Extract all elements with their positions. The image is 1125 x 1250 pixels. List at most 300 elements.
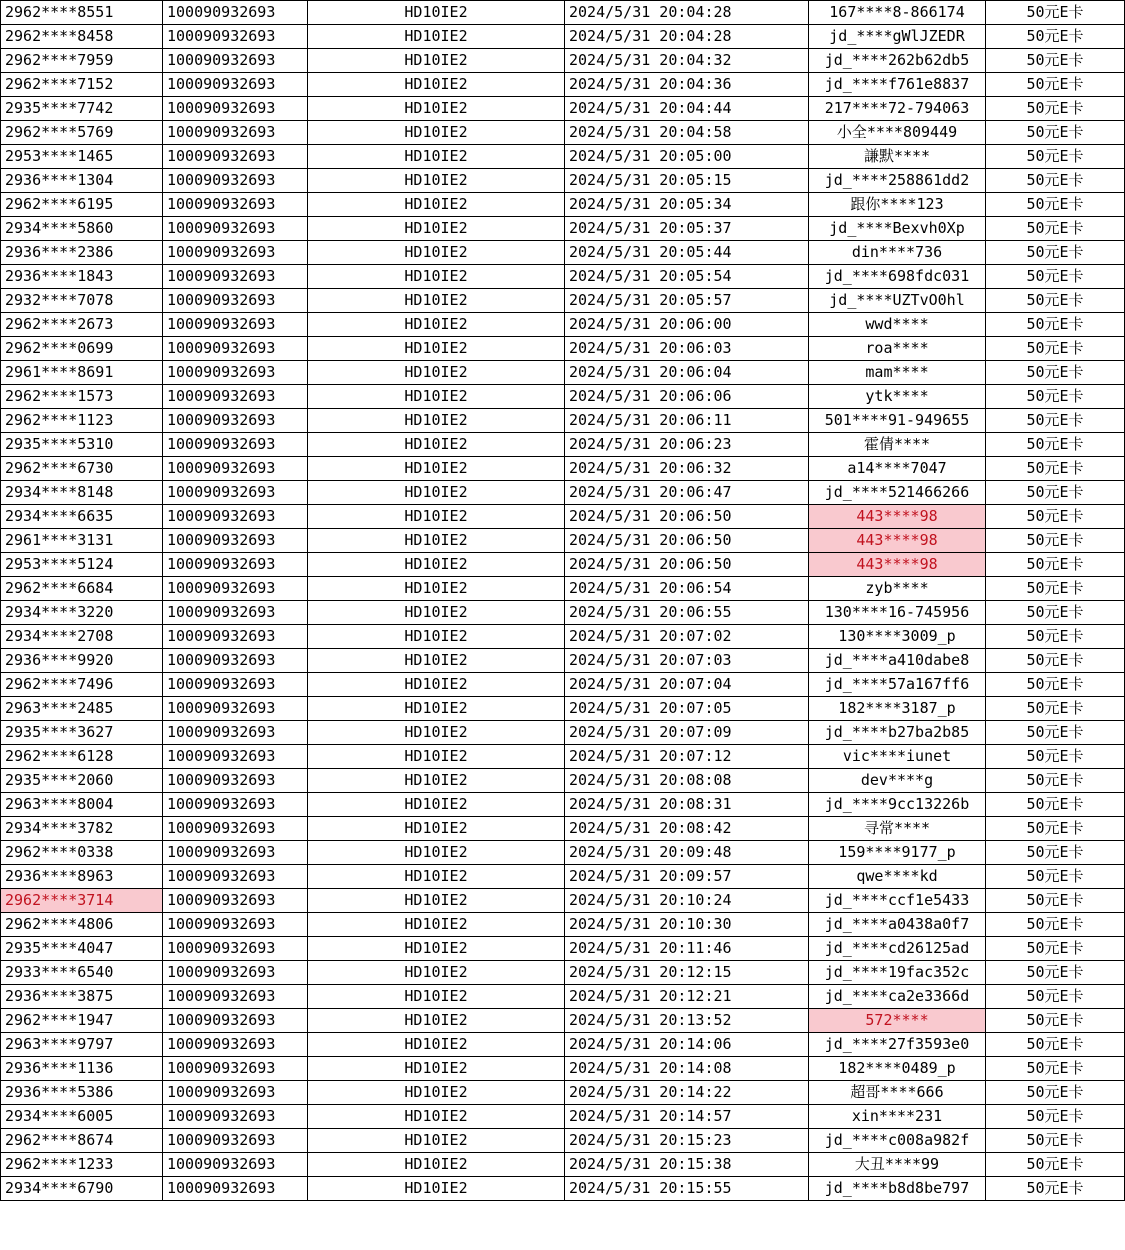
sku-cell: 100090932693 — [163, 25, 308, 49]
table-row — [1, 745, 1125, 769]
code-cell: HD10IE2 — [308, 721, 565, 745]
time-cell: 2024/5/31 20:06:03 — [565, 337, 809, 361]
user-cell: jd_****gWlJZEDR — [809, 25, 986, 49]
user-cell: xin****231 — [809, 1105, 986, 1129]
sku-cell: 100090932693 — [163, 889, 308, 913]
sku-cell: 100090932693 — [163, 49, 308, 73]
prize-cell: 50元E卡 — [986, 217, 1125, 241]
user-cell: jd_****c008a982f — [809, 1129, 986, 1153]
code-cell: HD10IE2 — [308, 505, 565, 529]
account-cell: 2934****8148 — [1, 481, 163, 505]
user-cell: 跟你****123 — [809, 193, 986, 217]
sku-cell: 100090932693 — [163, 1009, 308, 1033]
account-cell: 2936****1843 — [1, 265, 163, 289]
code-cell: HD10IE2 — [308, 409, 565, 433]
prize-cell: 50元E卡 — [986, 145, 1125, 169]
time-cell: 2024/5/31 20:12:15 — [565, 961, 809, 985]
table-row — [1, 985, 1125, 1009]
time-cell: 2024/5/31 20:05:44 — [565, 241, 809, 265]
table-row — [1, 649, 1125, 673]
code-cell: HD10IE2 — [308, 745, 565, 769]
code-cell: HD10IE2 — [308, 121, 565, 145]
prize-cell: 50元E卡 — [986, 409, 1125, 433]
table-row — [1, 1, 1125, 25]
sku-cell: 100090932693 — [163, 985, 308, 1009]
table-row — [1, 265, 1125, 289]
account-cell: 2962****6730 — [1, 457, 163, 481]
prize-cell: 50元E卡 — [986, 1177, 1125, 1201]
user-cell: ytk**** — [809, 385, 986, 409]
code-cell: HD10IE2 — [308, 457, 565, 481]
user-cell: jd_****UZTvO0hl — [809, 289, 986, 313]
sku-cell: 100090932693 — [163, 1033, 308, 1057]
sku-cell: 100090932693 — [163, 601, 308, 625]
user-cell: jd_****b8d8be797 — [809, 1177, 986, 1201]
time-cell: 2024/5/31 20:04:58 — [565, 121, 809, 145]
table-row — [1, 865, 1125, 889]
table-row — [1, 697, 1125, 721]
sku-cell: 100090932693 — [163, 241, 308, 265]
account-cell: 2962****7959 — [1, 49, 163, 73]
account-cell: 2933****6540 — [1, 961, 163, 985]
sku-cell: 100090932693 — [163, 1153, 308, 1177]
table-row — [1, 361, 1125, 385]
table-row — [1, 289, 1125, 313]
user-cell: 超哥****666 — [809, 1081, 986, 1105]
table-row — [1, 721, 1125, 745]
user-cell: 寻常**** — [809, 817, 986, 841]
account-cell: 2962****7496 — [1, 673, 163, 697]
sku-cell: 100090932693 — [163, 1129, 308, 1153]
time-cell: 2024/5/31 20:06:50 — [565, 505, 809, 529]
sku-cell: 100090932693 — [163, 361, 308, 385]
sku-cell: 100090932693 — [163, 217, 308, 241]
code-cell: HD10IE2 — [308, 337, 565, 361]
account-cell: 2936****1304 — [1, 169, 163, 193]
time-cell: 2024/5/31 20:06:50 — [565, 553, 809, 577]
account-cell: 2962****6128 — [1, 745, 163, 769]
account-cell: 2934****3782 — [1, 817, 163, 841]
sku-cell: 100090932693 — [163, 577, 308, 601]
account-cell: 2936****1136 — [1, 1057, 163, 1081]
user-cell: jd_****9cc13226b — [809, 793, 986, 817]
user-cell: din****736 — [809, 241, 986, 265]
prize-cell: 50元E卡 — [986, 313, 1125, 337]
table-row — [1, 169, 1125, 193]
account-cell: 2962****1123 — [1, 409, 163, 433]
table-row — [1, 1009, 1125, 1033]
table-row — [1, 313, 1125, 337]
table-row — [1, 1105, 1125, 1129]
user-cell: jd_****698fdc031 — [809, 265, 986, 289]
table-row — [1, 1033, 1125, 1057]
code-cell: HD10IE2 — [308, 73, 565, 97]
prize-cell: 50元E卡 — [986, 1129, 1125, 1153]
table-row — [1, 937, 1125, 961]
account-cell: 2935****4047 — [1, 937, 163, 961]
sku-cell: 100090932693 — [163, 817, 308, 841]
table-row — [1, 601, 1125, 625]
prize-cell: 50元E卡 — [986, 1153, 1125, 1177]
user-cell: jd_****a0438a0f7 — [809, 913, 986, 937]
time-cell: 2024/5/31 20:07:03 — [565, 649, 809, 673]
user-cell: jd_****Bexvh0Xp — [809, 217, 986, 241]
sku-cell: 100090932693 — [163, 313, 308, 337]
sku-cell: 100090932693 — [163, 97, 308, 121]
user-cell: 130****16-745956 — [809, 601, 986, 625]
code-cell: HD10IE2 — [308, 217, 565, 241]
sku-cell: 100090932693 — [163, 145, 308, 169]
time-cell: 2024/5/31 20:13:52 — [565, 1009, 809, 1033]
table-row — [1, 769, 1125, 793]
code-cell: HD10IE2 — [308, 25, 565, 49]
code-cell: HD10IE2 — [308, 289, 565, 313]
sku-cell: 100090932693 — [163, 769, 308, 793]
prize-cell: 50元E卡 — [986, 649, 1125, 673]
code-cell: HD10IE2 — [308, 1033, 565, 1057]
user-cell: 443****98 — [809, 529, 986, 553]
code-cell: HD10IE2 — [308, 169, 565, 193]
table-row — [1, 1153, 1125, 1177]
user-cell: 霍倩**** — [809, 433, 986, 457]
table-row — [1, 841, 1125, 865]
code-cell: HD10IE2 — [308, 817, 565, 841]
account-cell: 2962****6684 — [1, 577, 163, 601]
code-cell: HD10IE2 — [308, 145, 565, 169]
user-cell: jd_****521466266 — [809, 481, 986, 505]
table-row — [1, 1057, 1125, 1081]
sku-cell: 100090932693 — [163, 673, 308, 697]
code-cell: HD10IE2 — [308, 937, 565, 961]
account-cell: 2963****2485 — [1, 697, 163, 721]
time-cell: 2024/5/31 20:08:31 — [565, 793, 809, 817]
account-cell: 2962****4806 — [1, 913, 163, 937]
prize-cell: 50元E卡 — [986, 889, 1125, 913]
code-cell: HD10IE2 — [308, 241, 565, 265]
code-cell: HD10IE2 — [308, 553, 565, 577]
account-cell: 2962****7152 — [1, 73, 163, 97]
account-cell: 2934****5860 — [1, 217, 163, 241]
user-cell: 小全****809449 — [809, 121, 986, 145]
code-cell: HD10IE2 — [308, 1105, 565, 1129]
sku-cell: 100090932693 — [163, 1105, 308, 1129]
sku-cell: 100090932693 — [163, 73, 308, 97]
user-cell: qwe****kd — [809, 865, 986, 889]
prize-cell: 50元E卡 — [986, 673, 1125, 697]
table-row — [1, 673, 1125, 697]
time-cell: 2024/5/31 20:07:09 — [565, 721, 809, 745]
user-cell: 130****3009_p — [809, 625, 986, 649]
account-cell: 2934****3220 — [1, 601, 163, 625]
table-row — [1, 889, 1125, 913]
account-cell: 2935****7742 — [1, 97, 163, 121]
code-cell: HD10IE2 — [308, 481, 565, 505]
table-row — [1, 457, 1125, 481]
account-cell: 2934****6635 — [1, 505, 163, 529]
time-cell: 2024/5/31 20:06:00 — [565, 313, 809, 337]
prize-cell: 50元E卡 — [986, 625, 1125, 649]
table-row — [1, 961, 1125, 985]
table-row — [1, 529, 1125, 553]
sku-cell: 100090932693 — [163, 481, 308, 505]
time-cell: 2024/5/31 20:04:28 — [565, 1, 809, 25]
user-cell: 167****8-866174 — [809, 1, 986, 25]
prize-cell: 50元E卡 — [986, 1009, 1125, 1033]
code-cell: HD10IE2 — [308, 577, 565, 601]
account-cell: 2961****8691 — [1, 361, 163, 385]
sku-cell: 100090932693 — [163, 697, 308, 721]
prize-cell: 50元E卡 — [986, 289, 1125, 313]
user-cell: a14****7047 — [809, 457, 986, 481]
prize-cell: 50元E卡 — [986, 265, 1125, 289]
time-cell: 2024/5/31 20:04:28 — [565, 25, 809, 49]
prize-cell: 50元E卡 — [986, 841, 1125, 865]
prize-cell: 50元E卡 — [986, 385, 1125, 409]
account-cell: 2953****5124 — [1, 553, 163, 577]
user-cell: wwd**** — [809, 313, 986, 337]
sku-cell: 100090932693 — [163, 529, 308, 553]
code-cell: HD10IE2 — [308, 361, 565, 385]
user-cell: dev****g — [809, 769, 986, 793]
sku-cell: 100090932693 — [163, 169, 308, 193]
account-cell: 2936****8963 — [1, 865, 163, 889]
time-cell: 2024/5/31 20:14:08 — [565, 1057, 809, 1081]
user-cell: jd_****27f3593e0 — [809, 1033, 986, 1057]
prize-cell: 50元E卡 — [986, 721, 1125, 745]
user-cell: 謙默**** — [809, 145, 986, 169]
code-cell: HD10IE2 — [308, 1153, 565, 1177]
account-cell: 2934****2708 — [1, 625, 163, 649]
code-cell: HD10IE2 — [308, 97, 565, 121]
account-cell: 2963****8004 — [1, 793, 163, 817]
user-cell: mam**** — [809, 361, 986, 385]
user-cell: jd_****a410dabe8 — [809, 649, 986, 673]
sku-cell: 100090932693 — [163, 337, 308, 361]
sku-cell: 100090932693 — [163, 625, 308, 649]
table-row — [1, 1177, 1125, 1201]
sku-cell: 100090932693 — [163, 841, 308, 865]
code-cell: HD10IE2 — [308, 1177, 565, 1201]
code-cell: HD10IE2 — [308, 1057, 565, 1081]
table-row — [1, 793, 1125, 817]
user-cell: 182****3187_p — [809, 697, 986, 721]
user-cell: jd_****ca2e3366d — [809, 985, 986, 1009]
code-cell: HD10IE2 — [308, 529, 565, 553]
sku-cell: 100090932693 — [163, 505, 308, 529]
user-cell: jd_****ccf1e5433 — [809, 889, 986, 913]
account-cell: 2936****5386 — [1, 1081, 163, 1105]
account-cell: 2935****2060 — [1, 769, 163, 793]
table-row — [1, 577, 1125, 601]
prize-cell: 50元E卡 — [986, 1057, 1125, 1081]
account-cell: 2961****3131 — [1, 529, 163, 553]
time-cell: 2024/5/31 20:06:23 — [565, 433, 809, 457]
prize-cell: 50元E卡 — [986, 793, 1125, 817]
time-cell: 2024/5/31 20:06:06 — [565, 385, 809, 409]
time-cell: 2024/5/31 20:08:08 — [565, 769, 809, 793]
prize-cell: 50元E卡 — [986, 121, 1125, 145]
prize-cell: 50元E卡 — [986, 481, 1125, 505]
time-cell: 2024/5/31 20:07:02 — [565, 625, 809, 649]
account-cell: 2962****0699 — [1, 337, 163, 361]
time-cell: 2024/5/31 20:06:54 — [565, 577, 809, 601]
code-cell: HD10IE2 — [308, 793, 565, 817]
time-cell: 2024/5/31 20:05:34 — [565, 193, 809, 217]
time-cell: 2024/5/31 20:15:38 — [565, 1153, 809, 1177]
account-cell: 2962****1233 — [1, 1153, 163, 1177]
prize-cell: 50元E卡 — [986, 361, 1125, 385]
prize-cell: 50元E卡 — [986, 49, 1125, 73]
table-row — [1, 97, 1125, 121]
table-row — [1, 1129, 1125, 1153]
table-row — [1, 817, 1125, 841]
time-cell: 2024/5/31 20:10:24 — [565, 889, 809, 913]
time-cell: 2024/5/31 20:07:05 — [565, 697, 809, 721]
time-cell: 2024/5/31 20:05:15 — [565, 169, 809, 193]
prize-cell: 50元E卡 — [986, 1, 1125, 25]
table-row — [1, 385, 1125, 409]
sku-cell: 100090932693 — [163, 457, 308, 481]
user-cell: jd_****57a167ff6 — [809, 673, 986, 697]
sku-cell: 100090932693 — [163, 1177, 308, 1201]
code-cell: HD10IE2 — [308, 865, 565, 889]
table-row — [1, 73, 1125, 97]
prize-cell: 50元E卡 — [986, 1105, 1125, 1129]
time-cell: 2024/5/31 20:07:12 — [565, 745, 809, 769]
code-cell: HD10IE2 — [308, 697, 565, 721]
sku-cell: 100090932693 — [163, 721, 308, 745]
sku-cell: 100090932693 — [163, 745, 308, 769]
prize-cell: 50元E卡 — [986, 553, 1125, 577]
code-cell: HD10IE2 — [308, 313, 565, 337]
time-cell: 2024/5/31 20:10:30 — [565, 913, 809, 937]
account-cell: 2936****9920 — [1, 649, 163, 673]
time-cell: 2024/5/31 20:15:23 — [565, 1129, 809, 1153]
user-cell: 大丑****99 — [809, 1153, 986, 1177]
table-row — [1, 241, 1125, 265]
sku-cell: 100090932693 — [163, 433, 308, 457]
sku-cell: 100090932693 — [163, 649, 308, 673]
time-cell: 2024/5/31 20:14:06 — [565, 1033, 809, 1057]
time-cell: 2024/5/31 20:04:32 — [565, 49, 809, 73]
time-cell: 2024/5/31 20:05:00 — [565, 145, 809, 169]
code-cell: HD10IE2 — [308, 985, 565, 1009]
time-cell: 2024/5/31 20:09:57 — [565, 865, 809, 889]
time-cell: 2024/5/31 20:05:54 — [565, 265, 809, 289]
table-row — [1, 625, 1125, 649]
user-cell: 501****91-949655 — [809, 409, 986, 433]
sku-cell: 100090932693 — [163, 289, 308, 313]
user-cell: jd_****258861dd2 — [809, 169, 986, 193]
account-cell: 2962****8551 — [1, 1, 163, 25]
code-cell: HD10IE2 — [308, 961, 565, 985]
code-cell: HD10IE2 — [308, 673, 565, 697]
time-cell: 2024/5/31 20:06:50 — [565, 529, 809, 553]
prize-cell: 50元E卡 — [986, 337, 1125, 361]
time-cell: 2024/5/31 20:08:42 — [565, 817, 809, 841]
account-cell: 2962****1947 — [1, 1009, 163, 1033]
sku-cell: 100090932693 — [163, 793, 308, 817]
time-cell: 2024/5/31 20:14:22 — [565, 1081, 809, 1105]
table-row — [1, 505, 1125, 529]
prize-cell: 50元E卡 — [986, 937, 1125, 961]
user-cell: jd_****262b62db5 — [809, 49, 986, 73]
time-cell: 2024/5/31 20:11:46 — [565, 937, 809, 961]
code-cell: HD10IE2 — [308, 913, 565, 937]
table-row — [1, 433, 1125, 457]
user-cell: 443****98 — [809, 553, 986, 577]
table-row — [1, 217, 1125, 241]
account-cell: 2962****5769 — [1, 121, 163, 145]
sku-cell: 100090932693 — [163, 385, 308, 409]
user-cell: jd_****f761e8837 — [809, 73, 986, 97]
code-cell: HD10IE2 — [308, 625, 565, 649]
account-cell: 2935****5310 — [1, 433, 163, 457]
code-cell: HD10IE2 — [308, 265, 565, 289]
time-cell: 2024/5/31 20:05:57 — [565, 289, 809, 313]
code-cell: HD10IE2 — [308, 1081, 565, 1105]
table-row — [1, 25, 1125, 49]
account-cell: 2963****9797 — [1, 1033, 163, 1057]
account-cell: 2936****3875 — [1, 985, 163, 1009]
sku-cell: 100090932693 — [163, 865, 308, 889]
prize-cell: 50元E卡 — [986, 73, 1125, 97]
code-cell: HD10IE2 — [308, 841, 565, 865]
prize-cell: 50元E卡 — [986, 745, 1125, 769]
code-cell: HD10IE2 — [308, 385, 565, 409]
time-cell: 2024/5/31 20:12:21 — [565, 985, 809, 1009]
user-cell: jd_****b27ba2b85 — [809, 721, 986, 745]
records-table-body — [1, 1, 1125, 1201]
account-cell: 2962****3714 — [1, 889, 163, 913]
table-row — [1, 49, 1125, 73]
sku-cell: 100090932693 — [163, 937, 308, 961]
prize-cell: 50元E卡 — [986, 1081, 1125, 1105]
sku-cell: 100090932693 — [163, 553, 308, 577]
user-cell: zyb**** — [809, 577, 986, 601]
prize-cell: 50元E卡 — [986, 913, 1125, 937]
prize-cell: 50元E卡 — [986, 769, 1125, 793]
table-row — [1, 121, 1125, 145]
account-cell: 2962****1573 — [1, 385, 163, 409]
code-cell: HD10IE2 — [308, 601, 565, 625]
account-cell: 2934****6790 — [1, 1177, 163, 1201]
user-cell: vic****iunet — [809, 745, 986, 769]
prize-cell: 50元E卡 — [986, 697, 1125, 721]
user-cell: 182****0489_p — [809, 1057, 986, 1081]
prize-cell: 50元E卡 — [986, 1033, 1125, 1057]
sku-cell: 100090932693 — [163, 913, 308, 937]
sku-cell: 100090932693 — [163, 1057, 308, 1081]
time-cell: 2024/5/31 20:06:55 — [565, 601, 809, 625]
prize-cell: 50元E卡 — [986, 601, 1125, 625]
time-cell: 2024/5/31 20:07:04 — [565, 673, 809, 697]
account-cell: 2962****2673 — [1, 313, 163, 337]
time-cell: 2024/5/31 20:06:11 — [565, 409, 809, 433]
account-cell: 2935****3627 — [1, 721, 163, 745]
sku-cell: 100090932693 — [163, 961, 308, 985]
prize-cell: 50元E卡 — [986, 529, 1125, 553]
prize-cell: 50元E卡 — [986, 505, 1125, 529]
table-row — [1, 409, 1125, 433]
table-row — [1, 553, 1125, 577]
time-cell: 2024/5/31 20:04:36 — [565, 73, 809, 97]
account-cell: 2953****1465 — [1, 145, 163, 169]
account-cell: 2932****7078 — [1, 289, 163, 313]
user-cell: 159****9177_p — [809, 841, 986, 865]
table-row — [1, 193, 1125, 217]
time-cell: 2024/5/31 20:06:04 — [565, 361, 809, 385]
